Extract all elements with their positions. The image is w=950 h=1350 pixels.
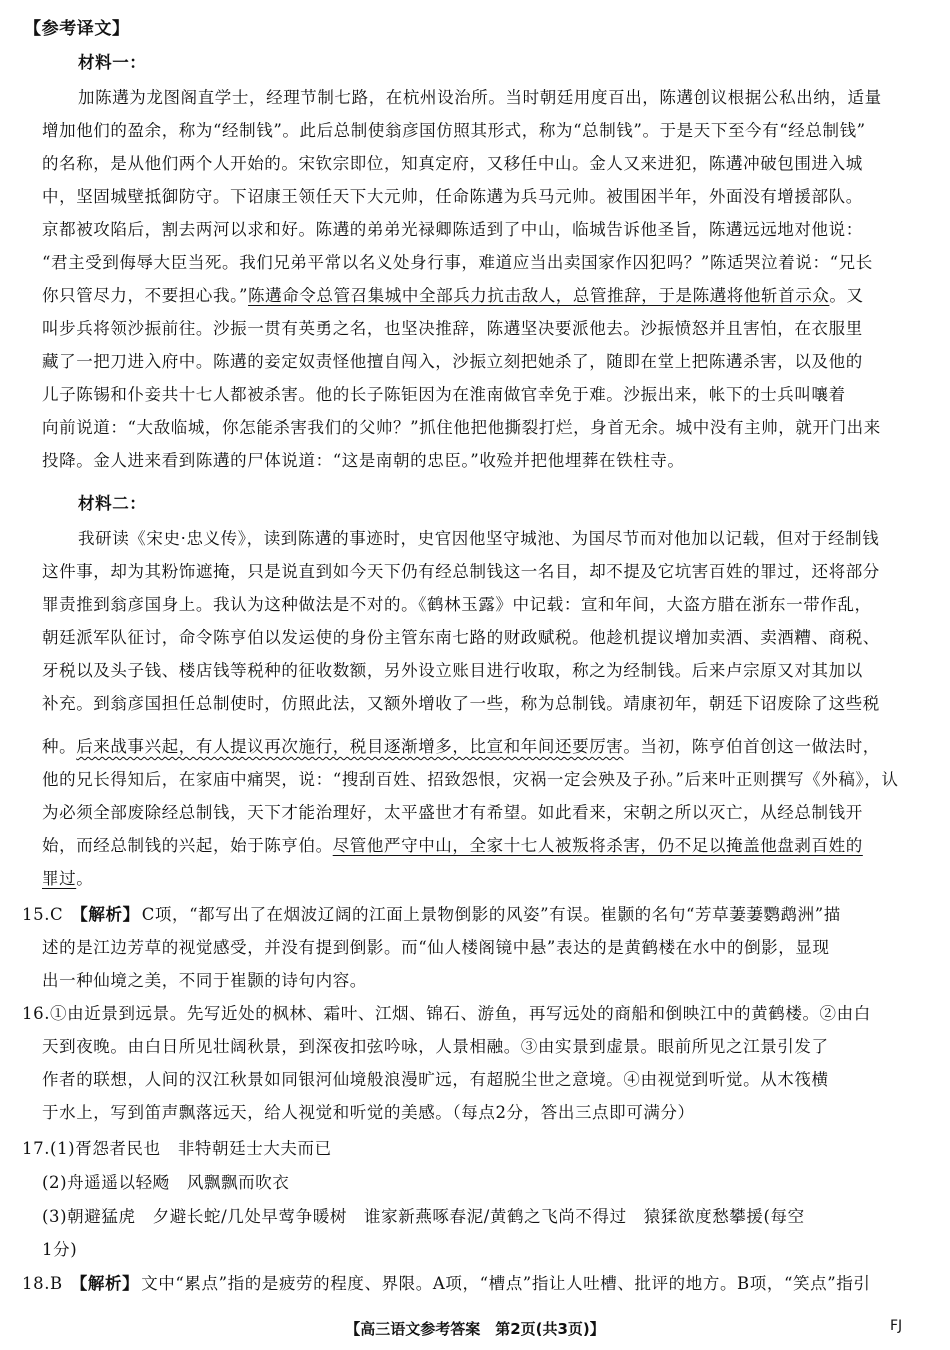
paragraph-line: 叫步兵将领沙振前往。沙振一贯有英勇之名，也坚决推辞，陈遘坚决要派他去。沙振愤怒并且害怕，在衣服里 xyxy=(42,319,863,338)
paragraph-line: 加陈遘为龙图阁直学士，经理节制七路，在杭州设治所。当时朝廷用度百出，陈遘创议根据公私出纳，适量 xyxy=(78,88,882,107)
paragraph-line: 的名称，是从他们两个人开始的。宋钦宗即位，知真定府，又移任中山。金人又来进犯，陈遘冲破包围进入城 xyxy=(42,154,863,173)
answer-line: (3)朝避猛虎 夕避长蛇/几处早莺争暖树 谁家新燕啄春泥/黄鹤之飞尚不得过 猿猱欲度愁攀援(每空 xyxy=(42,1207,805,1226)
question-number: 15. xyxy=(22,905,51,924)
paragraph-line: 中，坚固城壁抵御防守。下诏康王领任天下大元帅，任命陈遘为兵马元帅。被围困半年，外面没有增援部队。 xyxy=(42,187,863,206)
question-number: 18. xyxy=(22,1274,51,1293)
paragraph-line xyxy=(42,736,880,758)
footer-code: FJ xyxy=(890,1318,903,1334)
paragraph-line: 京都被攻陷后，割去两河以求和好。陈遘的弟弟光禄卿陈适到了中山，临城告诉他圣旨，陈遘远远地对他说： xyxy=(42,220,863,239)
answer-line: 天到夜晚。由白日所见壮阔秋景，到深夜扣弦吟咏，人景相融。③由实景到虚景。眼前所见之江景引发了 xyxy=(42,1037,829,1056)
paragraph-line xyxy=(42,835,863,857)
paragraph-line: 这件事，却为其粉饰遮掩，只是说直到如今天下仍有经总制钱这一名目，却不提及它坑害百姓的罪过，还将部分 xyxy=(42,562,880,581)
paragraph-line: 增加他们的盈余，称为“经制钱”。此后总制使翁彦国仿照其形式，称为“总制钱”。于是天下至今有“经总制钱” xyxy=(42,121,866,140)
answer-text: ①由近景到远景。先写近处的枫林、霜叶、江烟、锦石、游鱼，再写远处的商船和倒映江中的黄鹤楼。②由白 xyxy=(50,1004,871,1023)
wavy-underlined-sentence: 后来战事兴起，有人提议再次施行，税目逐渐增多，比宣和年间还要厉害 xyxy=(76,737,624,756)
paragraph-line: 为必须全部废除经总制钱，天下才能治理好，太平盛世才有希望。如此看来，宋朝之所以灭亡，从经总制钱开 xyxy=(42,803,863,822)
analysis-tag: 【解析】 xyxy=(70,1274,140,1293)
answer-line: 出一种仙境之美，不同于崔颢的诗句内容。 xyxy=(42,971,367,990)
analysis-tag: 【解析】 xyxy=(71,905,140,924)
answer-choice: C xyxy=(50,905,64,924)
text-segment: 。当初，陈亨伯首创这一做法时， xyxy=(623,737,880,756)
paragraph-line: “君主受到侮辱大臣当死。我们兄弟平常以名义处身行事，难道应当出卖国家作囚犯吗？”陈适哭泣着说：“兄长 xyxy=(42,253,873,272)
paragraph-line xyxy=(42,285,864,307)
answer-line: (2)舟遥遥以轻飏 风飘飘而吹衣 xyxy=(42,1173,290,1192)
paragraph-line: 我研读《宋史·忠义传》，读到陈遘的事迹时，史官因他坚守城池、为国尽节而对他加以记载，但对于经制钱 xyxy=(78,529,880,548)
section-title: 【参考译文】 xyxy=(24,19,130,39)
question-number: 17. xyxy=(22,1139,51,1158)
paragraph-line: 藏了一把刀进入府中。陈遘的妾定奴责怪他擅自闯入，沙振立刻把她杀了，随即在堂上把陈遘杀害，以及他的 xyxy=(42,352,863,371)
answer-line xyxy=(22,904,841,926)
text-segment: 始，而经总制钱的兴起，始于陈亨伯。 xyxy=(42,836,333,855)
paragraph-line xyxy=(42,868,93,890)
answer-text: 文中“累点”指的是疲劳的程度、界限。A项，“槽点”指让人吐槽、批评的地方。B项，“笑点”指引 xyxy=(141,1274,871,1293)
question-number: 16. xyxy=(22,1004,51,1023)
answer-line: 1分) xyxy=(42,1240,78,1259)
page-footer: 【高三语文参考答案 第2页(共3页)】 xyxy=(345,1320,605,1338)
answer-line: 述的是江边芳草的视觉感受，并没有提到倒影。而“仙人楼阁镜中悬”表达的是黄鹤楼在水中的倒影，显现 xyxy=(42,938,830,957)
paragraph-line: 牙税以及头子钱、楼店钱等税种的征收数额，另外设立账目进行收取，称之为经制钱。后来卢宗原又对其加以 xyxy=(42,661,863,680)
paragraph-line: 他的兄长得知后，在家庙中痛哭，说：“搜刮百姓、招致怨恨，灾祸一定会殃及子孙。”后来叶正则撰写《外稿》，认 xyxy=(42,770,899,789)
material1-title: 材料一： xyxy=(78,53,147,72)
text-segment: 。又 xyxy=(829,286,864,305)
paragraph-line: 补充。到翁彦国担任总制使时，仿照此法，又额外增收了一些，称为总制钱。靖康初年，朝廷下诏废除了这些税 xyxy=(42,694,880,713)
answer-choice: B xyxy=(50,1274,63,1293)
paragraph-line: 向前说道：“大敌临城，你怎能杀害我们的父帅？”抓住他把他撕裂打烂，身首无余。城中没有主帅，就开门出来 xyxy=(42,418,881,437)
text-segment: 你只管尽力，不要担心我。” xyxy=(42,286,248,305)
underlined-sentence: 陈遘命令总管召集城中全部兵力抗击敌人，总管推辞，于是陈遘将他斩首示众 xyxy=(248,286,830,305)
underlined-sentence: 罪过 xyxy=(42,869,77,888)
text-segment: 。 xyxy=(76,869,94,888)
answer-line xyxy=(22,1138,332,1160)
material2-title: 材料二： xyxy=(78,494,147,513)
answer-text: (1)胥怨者民也 非特朝廷士大夫而已 xyxy=(50,1139,332,1158)
answer-line xyxy=(22,1273,870,1295)
paragraph-line: 投降。金人进来看到陈遘的尸体说道：“这是南朝的忠臣。”收殓并把他埋葬在铁柱寺。 xyxy=(42,451,685,470)
paragraph-line: 儿子陈锡和仆妾共十七人都被杀害。他的长子陈钜因为在淮南做官幸免于难。沙振出来，帐下的士兵叫嚷着 xyxy=(42,385,846,404)
answer-line: 作者的联想，人间的汉江秋景如同银河仙境般浪漫旷远，有超脱尘世之意境。④由视觉到听觉。从木筏横 xyxy=(42,1070,829,1089)
answer-line xyxy=(22,1003,871,1025)
underlined-sentence: 尽管他严守中山，全家十七人被叛将杀害，仍不足以掩盖他盘剥百姓的 xyxy=(332,836,863,855)
answer-line: 于水上，写到笛声飘落远天，给人视觉和听觉的美感。（每点2分，答出三点即可满分） xyxy=(42,1103,695,1122)
paragraph-line: 罪责推到翁彦国身上。我认为这种做法是不对的。《鹤林玉露》中记载：宣和年间，大盗方腊在浙东一带作乱， xyxy=(42,595,872,614)
answer-text: C项，“都写出了在烟波辽阔的江面上景物倒影的风姿”有误。崔颢的名句“芳草萋萋鹦鹉洲”描 xyxy=(141,905,841,924)
text-segment: 种。 xyxy=(42,737,77,756)
paragraph-line: 朝廷派军队征讨，命令陈亨伯以发运使的身份主管东南七路的财政赋税。他趁机提议增加卖酒、卖酒糟、商税、 xyxy=(42,628,880,647)
